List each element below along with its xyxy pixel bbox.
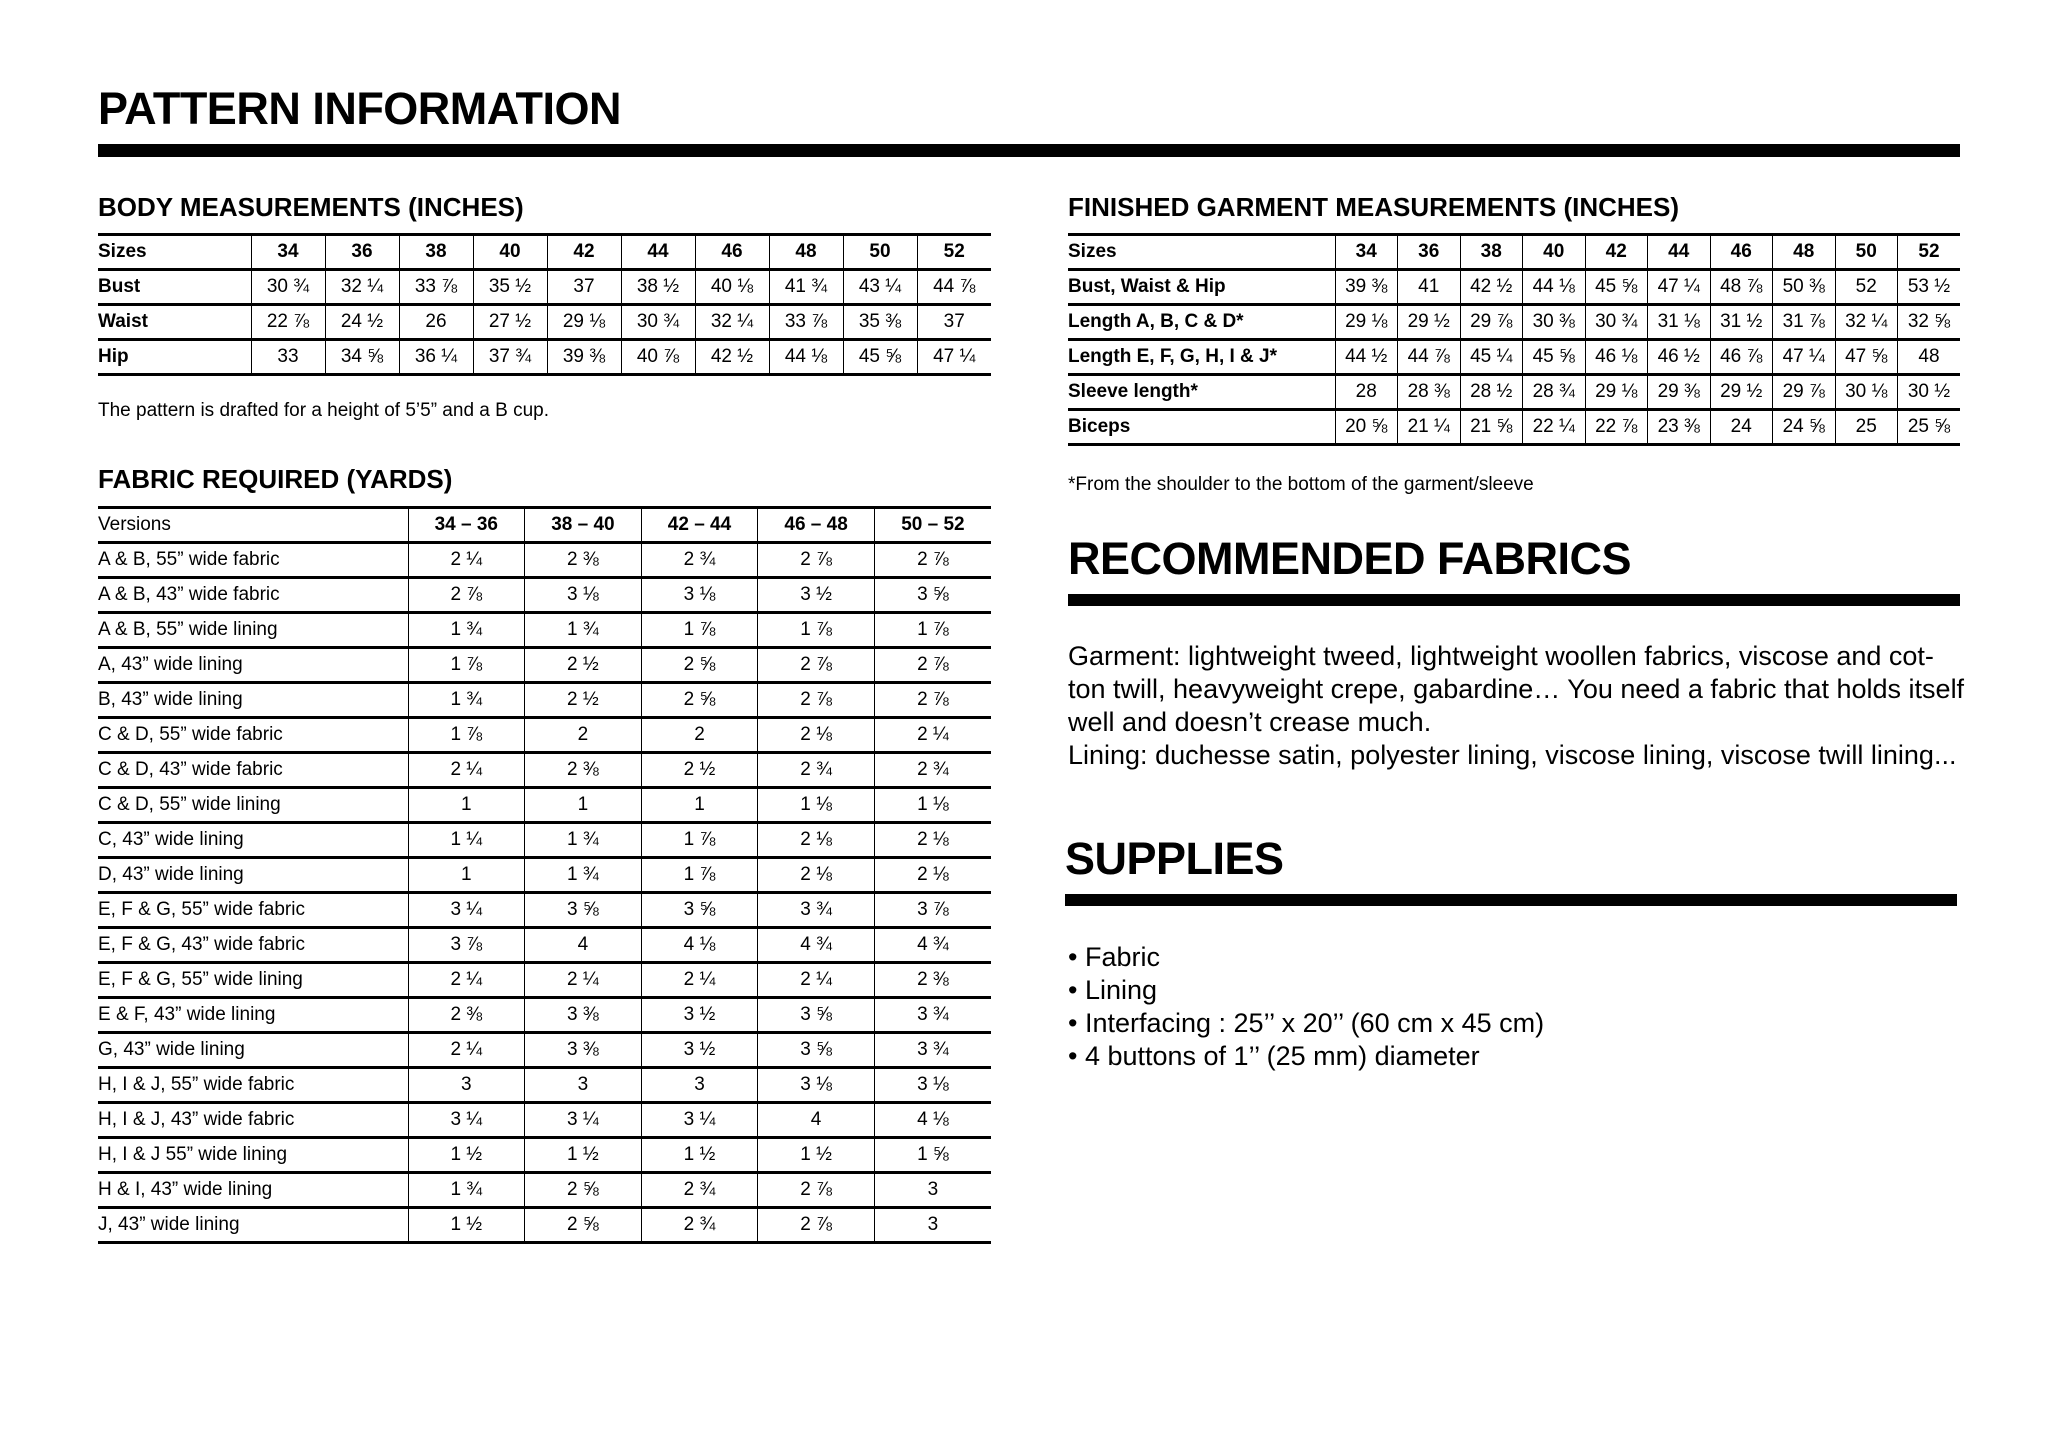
size-header: 42 [547,235,621,270]
table-cell: 33 ⅞ [769,305,843,340]
table-cell: 2 [641,718,758,753]
table-cell: 1 ⅝ [874,1138,991,1173]
table-cell: 3 ⅞ [408,928,525,963]
table-row [98,305,991,340]
table-cell: 47 ⅝ [1835,340,1898,375]
row-label: Length A, B, C & D* [1068,305,1335,340]
table-cell: 2 ⅜ [408,998,525,1033]
table-row [98,998,991,1033]
table-cell: 3 ⅜ [525,1033,642,1068]
table-cell: 3 ⅛ [525,578,642,613]
table-row [98,270,991,305]
table-cell: 1 ¾ [408,1173,525,1208]
table-cell: 31 ½ [1710,305,1773,340]
table-row [98,340,991,375]
row-label: Sleeve length* [1068,375,1335,410]
table-cell: 25 [1835,410,1898,445]
table-cell: 1 ½ [408,1208,525,1243]
table-cell: 2 ¼ [408,963,525,998]
size-header: 46 – 48 [758,508,875,543]
table-cell: 3 ⅛ [874,1068,991,1103]
table-cell: 1 [408,858,525,893]
table-row [98,893,991,928]
table-cell: 42 ½ [1460,270,1523,305]
size-header: 36 [325,235,399,270]
table-cell: 1 ⅞ [641,823,758,858]
table-cell: 46 ⅞ [1710,340,1773,375]
size-header: 48 [1773,235,1836,270]
row-label: C, 43” wide lining [98,823,408,858]
table-cell: 47 ¼ [917,340,991,375]
size-header: 40 [1523,235,1586,270]
table-cell: 32 ¼ [1835,305,1898,340]
table-row [1068,375,1960,410]
table-cell: 2 ⅜ [874,963,991,998]
supplies-item: • Interfacing : 25’’ x 20’’ (60 cm x 45 cm) [1068,1008,1545,1038]
table-cell: 22 ⅞ [1585,410,1648,445]
table-cell: 2 ⅝ [641,648,758,683]
finished-garment-table-wrap [1068,233,1960,446]
table-cell: 45 ¼ [1460,340,1523,375]
table-cell: 2 ⅞ [758,648,875,683]
fabric-required-table [98,506,991,1244]
row-label: A & B, 55” wide fabric [98,543,408,578]
table-cell: 2 ⅛ [874,823,991,858]
table-cell: 30 ⅜ [1523,305,1586,340]
table-row [98,543,991,578]
table-cell: 2 ⅜ [525,753,642,788]
row-label: H & I, 43” wide lining [98,1173,408,1208]
table-row [98,578,991,613]
table-cell: 44 ½ [1335,340,1398,375]
table-cell: 50 ⅜ [1773,270,1836,305]
row-label: A, 43” wide lining [98,648,408,683]
table-cell: 3 [525,1068,642,1103]
table-cell: 3 [408,1068,525,1103]
table-row [98,788,991,823]
size-header: 52 [1898,235,1961,270]
table-row [1068,410,1960,445]
fabric-required-table-wrap [98,506,991,1244]
table-cell: 3 ¾ [874,998,991,1033]
table-cell: 24 ½ [325,305,399,340]
body-measurements-heading: BODY MEASUREMENTS (INCHES) [98,192,524,222]
table-row [1068,305,1960,340]
table-row [98,648,991,683]
table-header-row [98,235,991,270]
table-cell: 28 ¾ [1523,375,1586,410]
table-row [98,858,991,893]
table-cell: 46 ½ [1648,340,1711,375]
table-row [98,1033,991,1068]
size-header: 46 [1710,235,1773,270]
table-row [98,613,991,648]
table-cell: 1 ½ [408,1138,525,1173]
table-cell: 2 ¼ [408,543,525,578]
table-cell: 3 ½ [641,1033,758,1068]
supplies-list [1068,941,1544,1073]
table-cell: 44 ⅞ [917,270,991,305]
size-header: 38 [1460,235,1523,270]
table-cell: 30 ¾ [621,305,695,340]
table-header-row [1068,235,1960,270]
table-cell: 1 [408,788,525,823]
table-cell: 37 [547,270,621,305]
table-cell: 37 [917,305,991,340]
table-cell: 45 ⅝ [1585,270,1648,305]
table-cell: 3 [641,1068,758,1103]
table-cell: 30 ⅛ [1835,375,1898,410]
table-cell: 24 [1710,410,1773,445]
table-cell: 1 ¾ [408,683,525,718]
table-cell: 2 ¾ [874,753,991,788]
table-cell: 29 ½ [1710,375,1773,410]
table-cell: 32 ¼ [695,305,769,340]
size-header: 34 [251,235,325,270]
table-cell: 3 ½ [758,578,875,613]
table-cell: 39 ⅜ [547,340,621,375]
table-cell: 1 ⅛ [874,788,991,823]
table-row [1068,340,1960,375]
size-header: 38 [399,235,473,270]
row-label: E & F, 43” wide lining [98,998,408,1033]
table-cell: 2 ⅝ [641,683,758,718]
table-cell: 22 ⅞ [251,305,325,340]
table-cell: 3 ⅛ [641,578,758,613]
table-cell: 2 ⅛ [758,858,875,893]
table-cell: 3 ¼ [408,1103,525,1138]
table-row [98,1103,991,1138]
table-cell: 3 ¼ [525,1103,642,1138]
table-row [98,963,991,998]
table-cell: 36 ¼ [399,340,473,375]
table-cell: 2 ⅞ [758,1208,875,1243]
table-cell: 37 ¾ [473,340,547,375]
table-cell: 42 ½ [695,340,769,375]
table-cell: 23 ⅜ [1648,410,1711,445]
table-cell: 30 ½ [1898,375,1961,410]
table-cell: 4 ⅛ [641,928,758,963]
table-cell: 3 ⅛ [758,1068,875,1103]
table-cell: 2 ¼ [641,963,758,998]
table-cell: 26 [399,305,473,340]
table-cell: 20 ⅝ [1335,410,1398,445]
table-cell: 28 ⅜ [1398,375,1461,410]
table-cell: 34 ⅝ [325,340,399,375]
table-cell: 2 ⅞ [874,543,991,578]
table-cell: 2 ⅞ [408,578,525,613]
row-label: Biceps [1068,410,1335,445]
size-header: 48 [769,235,843,270]
table-cell: 30 ¾ [1585,305,1648,340]
recommended-fabrics-title: RECOMMENDED FABRICS [1068,533,1632,584]
table-cell: 2 ½ [641,753,758,788]
table-cell: 29 ⅞ [1460,305,1523,340]
table-cell: 41 [1398,270,1461,305]
table-cell: 2 ⅛ [758,718,875,753]
table-cell: 48 [1898,340,1961,375]
size-header: 42 – 44 [641,508,758,543]
supplies-rule [1065,894,1957,906]
table-cell: 2 ¼ [525,963,642,998]
size-header: 44 [621,235,695,270]
table-cell: 2 ⅞ [758,683,875,718]
table-cell: 39 ⅜ [1335,270,1398,305]
row-label: Bust, Waist & Hip [1068,270,1335,305]
size-header: 40 [473,235,547,270]
table-cell: 31 ⅞ [1773,305,1836,340]
table-cell: 35 ½ [473,270,547,305]
table-cell: 3 ¼ [408,893,525,928]
table-cell: 1 ⅞ [408,648,525,683]
row-label: C & D, 55” wide lining [98,788,408,823]
table-cell: 3 ¼ [641,1103,758,1138]
table-cell: 4 [758,1103,875,1138]
table-cell: 41 ¾ [769,270,843,305]
table-cell: 28 [1335,375,1398,410]
table-row [98,823,991,858]
table-cell: 45 ⅝ [843,340,917,375]
finished-garment-heading: FINISHED GARMENT MEASUREMENTS (INCHES) [1068,192,1680,222]
row-label: E, F & G, 55” wide lining [98,963,408,998]
table-cell: 29 ⅛ [547,305,621,340]
table-cell: 40 ⅞ [621,340,695,375]
table-header-label: Versions [98,508,408,543]
size-header: 36 [1398,235,1461,270]
table-cell: 2 [525,718,642,753]
table-cell: 3 ⅝ [874,578,991,613]
table-header-row [98,508,991,543]
table-cell: 22 ¼ [1523,410,1586,445]
title-rule [98,144,1960,157]
table-header-label: Sizes [1068,235,1335,270]
row-label: A & B, 55” wide lining [98,613,408,648]
table-cell: 2 ⅝ [525,1208,642,1243]
table-cell: 38 ½ [621,270,695,305]
table-cell: 1 ⅞ [874,613,991,648]
row-label: H, I & J, 43” wide fabric [98,1103,408,1138]
table-cell: 1 ⅛ [758,788,875,823]
table-cell: 2 ¾ [641,1208,758,1243]
row-label: C & D, 55” wide fabric [98,718,408,753]
table-cell: 1 ¾ [408,613,525,648]
row-label: G, 43” wide lining [98,1033,408,1068]
table-cell: 46 ⅛ [1585,340,1648,375]
table-cell: 3 ⅝ [758,1033,875,1068]
table-cell: 3 [874,1208,991,1243]
table-cell: 45 ⅝ [1523,340,1586,375]
table-cell: 2 ⅛ [874,858,991,893]
table-cell: 44 ⅛ [1523,270,1586,305]
table-cell: 33 [251,340,325,375]
size-header: 38 – 40 [525,508,642,543]
table-cell: 4 ⅛ [874,1103,991,1138]
table-cell: 2 ⅝ [525,1173,642,1208]
row-label: Bust [98,270,251,305]
table-cell: 1 ¾ [525,613,642,648]
page-title: PATTERN INFORMATION [98,83,621,134]
size-header: 34 [1335,235,1398,270]
table-cell: 1 [525,788,642,823]
recommended-fabrics-line: Garment: lightweight tweed, lightweight woollen fabrics, viscose and cot- [1068,641,1934,671]
recommended-fabrics-line: Lining: duchesse satin, polyester lining, viscose lining, viscose twill lining... [1068,740,1957,770]
table-row [1068,270,1960,305]
recommended-fabrics-text [1068,640,1964,772]
row-label: H, I & J 55” wide lining [98,1138,408,1173]
size-header: 34 – 36 [408,508,525,543]
supplies-item: • Fabric [1068,942,1160,972]
recommended-fabrics-line: well and doesn’t crease much. [1068,707,1432,737]
table-row [98,753,991,788]
recommended-fabrics-rule [1068,594,1960,606]
table-cell: 29 ⅞ [1773,375,1836,410]
table-cell: 1 ⅞ [408,718,525,753]
table-cell: 2 ⅞ [874,648,991,683]
table-cell: 1 ½ [525,1138,642,1173]
table-cell: 3 ½ [641,998,758,1033]
table-cell: 3 ⅝ [641,893,758,928]
size-header: 42 [1585,235,1648,270]
table-cell: 4 ¾ [758,928,875,963]
size-header: 52 [917,235,991,270]
size-header: 50 – 52 [874,508,991,543]
table-cell: 1 [641,788,758,823]
row-label: D, 43” wide lining [98,858,408,893]
table-row [98,683,991,718]
table-cell: 3 ⅝ [525,893,642,928]
table-cell: 4 [525,928,642,963]
table-cell: 21 ⅝ [1460,410,1523,445]
table-cell: 2 ¼ [758,963,875,998]
table-row [98,1138,991,1173]
recommended-fabrics-line: ton twill, heavyweight crepe, gabardine… You need a fabric that holds itself [1068,674,1965,704]
table-cell: 2 ¾ [758,753,875,788]
table-cell: 3 ¾ [758,893,875,928]
table-cell: 2 ⅞ [758,543,875,578]
table-cell: 25 ⅝ [1898,410,1961,445]
table-row [98,1068,991,1103]
row-label: Hip [98,340,251,375]
size-header: 50 [1835,235,1898,270]
table-cell: 44 ⅛ [769,340,843,375]
table-cell: 32 ¼ [325,270,399,305]
table-cell: 30 ¾ [251,270,325,305]
table-cell: 29 ⅜ [1648,375,1711,410]
row-label: C & D, 43” wide fabric [98,753,408,788]
body-measurements-table-wrap [98,233,991,376]
body-measurements-table [98,233,991,376]
table-cell: 1 ⅞ [641,613,758,648]
table-cell: 32 ⅝ [1898,305,1961,340]
table-cell: 2 ½ [525,648,642,683]
fabric-required-heading: FABRIC REQUIRED (YARDS) [98,464,453,494]
row-label: H, I & J, 55” wide fabric [98,1068,408,1103]
table-cell: 3 [874,1173,991,1208]
table-cell: 1 ½ [758,1138,875,1173]
table-cell: 29 ½ [1398,305,1461,340]
table-cell: 2 ⅜ [525,543,642,578]
table-row [98,928,991,963]
table-cell: 1 ⅞ [758,613,875,648]
table-row [98,718,991,753]
table-row [98,1173,991,1208]
table-cell: 3 ⅜ [525,998,642,1033]
finished-garment-note: *From the shoulder to the bottom of the garment/sleeve [1068,474,1534,495]
table-cell: 2 ½ [525,683,642,718]
table-cell: 48 ⅞ [1710,270,1773,305]
row-label: Length E, F, G, H, I & J* [1068,340,1335,375]
table-cell: 1 ½ [641,1138,758,1173]
table-cell: 1 ⅞ [641,858,758,893]
table-cell: 44 ⅞ [1398,340,1461,375]
row-label: A & B, 43” wide fabric [98,578,408,613]
table-cell: 4 ¾ [874,928,991,963]
table-cell: 28 ½ [1460,375,1523,410]
supplies-title: SUPPLIES [1065,833,1284,884]
table-cell: 1 ¾ [525,823,642,858]
row-label: J, 43” wide lining [98,1208,408,1243]
size-header: 44 [1648,235,1711,270]
table-header-label: Sizes [98,235,251,270]
table-cell: 2 ¾ [641,1173,758,1208]
table-cell: 29 ⅛ [1335,305,1398,340]
table-cell: 1 ¼ [408,823,525,858]
table-cell: 2 ¼ [408,1033,525,1068]
table-row [98,1208,991,1243]
table-cell: 31 ⅛ [1648,305,1711,340]
supplies-item: • 4 buttons of 1’’ (25 mm) diameter [1068,1041,1480,1071]
table-cell: 3 ⅝ [758,998,875,1033]
table-cell: 3 ⅞ [874,893,991,928]
row-label: B, 43” wide lining [98,683,408,718]
row-label: E, F & G, 55” wide fabric [98,893,408,928]
table-cell: 33 ⅞ [399,270,473,305]
table-cell: 2 ¾ [641,543,758,578]
size-header: 46 [695,235,769,270]
table-cell: 2 ¼ [874,718,991,753]
finished-garment-table [1068,233,1960,446]
table-cell: 43 ¼ [843,270,917,305]
table-cell: 27 ½ [473,305,547,340]
body-measurements-note: The pattern is drafted for a height of 5’5” and a B cup. [98,400,549,421]
table-cell: 35 ⅜ [843,305,917,340]
table-cell: 47 ¼ [1648,270,1711,305]
table-cell: 2 ¼ [408,753,525,788]
table-cell: 40 ⅛ [695,270,769,305]
table-cell: 3 ¾ [874,1033,991,1068]
table-cell: 21 ¼ [1398,410,1461,445]
table-cell: 2 ⅞ [758,1173,875,1208]
supplies-item: • Lining [1068,975,1158,1005]
row-label: Waist [98,305,251,340]
table-cell: 2 ⅛ [758,823,875,858]
row-label: E, F & G, 43” wide fabric [98,928,408,963]
table-cell: 52 [1835,270,1898,305]
table-cell: 47 ¼ [1773,340,1836,375]
table-cell: 1 ¾ [525,858,642,893]
size-header: 50 [843,235,917,270]
table-cell: 24 ⅝ [1773,410,1836,445]
table-cell: 53 ½ [1898,270,1961,305]
table-cell: 29 ⅛ [1585,375,1648,410]
table-cell: 2 ⅞ [874,683,991,718]
